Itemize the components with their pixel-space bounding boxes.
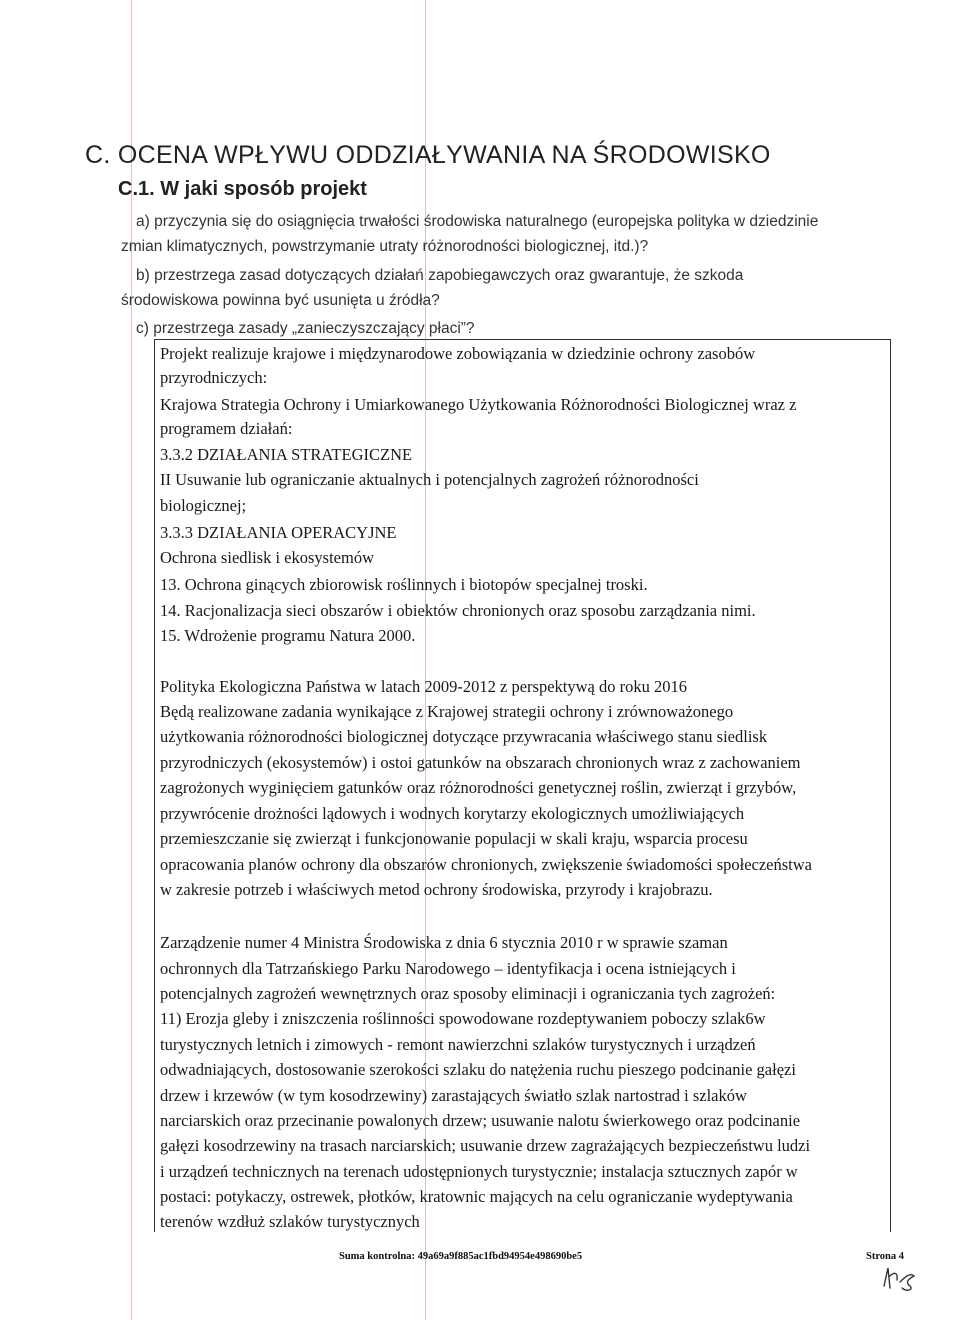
checksum: Suma kontrolna: 49a69a9f885ac1fbd94954e498690be5 bbox=[339, 1251, 583, 1262]
question-line: c) przestrzega zasady „zanieczyszczający płaci”? bbox=[136, 320, 475, 337]
answer-line: przywrócenie drożności lądowych i wodnych korytarzy ekologicznych umożliwiających bbox=[160, 804, 745, 823]
answer-line: ochronnych dla Tatrzańskiego Parku Narodowego – identyfikacja i ocena istniejących i bbox=[160, 959, 736, 978]
answer-line: opracowania planów ochrony dla obszarów chronionych, zwiększenie świadomości społeczeństwa bbox=[160, 855, 812, 874]
answer-line: Projekt realizuje krajowe i międzynarodowe zobowiązania w dziedzinie ochrony zasobów bbox=[160, 344, 756, 363]
answer-line: Ochrona siedlisk i ekosystemów bbox=[160, 548, 375, 567]
answer-line: postaci: potykaczy, ostrewek, płotków, kratownic mających na celu ograniczanie wydeptywania bbox=[160, 1187, 793, 1206]
answer-line: 14. Racjonalizacja sieci obszarów i obiektów chronionych oraz sposobu zarządzania nimi. bbox=[160, 601, 756, 620]
answer-line: 3.3.3 DZIAŁANIA OPERACYJNE bbox=[160, 523, 397, 542]
answer-line: terenów wzdłuż szlaków turystycznych bbox=[160, 1212, 420, 1231]
handwritten-initials-icon bbox=[880, 1264, 922, 1294]
answer-line: gałęzi kosodrzewiny na trasach narciarskich; usuwanie drzew zagrażających bezpieczeństwu ludzi bbox=[160, 1136, 811, 1155]
answer-line: drzew i krzewów (w tym kosodrzewiny) zarastających światło szlak nartostrad i szlaków bbox=[160, 1086, 747, 1105]
answer-line: Polityka Ekologiczna Państwa w latach 2009-2012 z perspektywą do roku 2016 bbox=[160, 677, 687, 696]
answer-line: 3.3.2 DZIAŁANIA STRATEGICZNE bbox=[160, 445, 413, 464]
answer-line: odwadniających, dostosowanie szerokości szlaku do natężenia ruchu pieszego podcinanie gałęzi bbox=[160, 1060, 796, 1079]
answer-line: 11) Erozja gleby i zniszczenia roślinności spowodowane rozdeptywaniem poboczy szlak6w bbox=[160, 1009, 766, 1028]
question-line: a) przyczynia się do osiągnięcia trwałości środowiska naturalnego (europejska polityka w dziedzinie bbox=[136, 213, 819, 230]
answer-line: Zarządzenie numer 4 Ministra Środowiska z dnia 6 stycznia 2010 r w sprawie szaman bbox=[160, 933, 728, 952]
answer-line: w zakresie potrzeb i właściwych metod ochrony środowiska, przyrody i krajobrazu. bbox=[160, 880, 713, 899]
answer-line: przyrodniczych: bbox=[160, 368, 268, 387]
answer-line: programem działań: bbox=[160, 419, 293, 438]
section-subheading: C.1. W jaki sposób projekt bbox=[118, 178, 367, 200]
question-line: b) przestrzega zasad dotyczących działań zapobiegawczych oraz gwarantuje, że szkoda bbox=[136, 267, 744, 284]
answer-line: 13. Ochrona ginących zbiorowisk roślinnych i biotopów specjalnej troski. bbox=[160, 575, 648, 594]
question-line: zmian klimatycznych, powstrzymanie utraty różnorodności biologicznej, itd.)? bbox=[121, 238, 649, 255]
answer-line: biologicznej; bbox=[160, 496, 247, 515]
answer-line: 15. Wdrożenie programu Natura 2000. bbox=[160, 626, 416, 645]
answer-line: II Usuwanie lub ograniczanie aktualnych i potencjalnych zagrożeń różnorodności bbox=[160, 470, 699, 489]
answer-line: i urządzeń technicznych na terenach udostępnionych turystycznie; instalacja sztucznych zapór w bbox=[160, 1162, 798, 1181]
page-number: Strona 4 bbox=[866, 1251, 905, 1262]
answer-line: użytkowania różnorodności biologicznej dotyczące przywracania właściwego stanu siedlisk bbox=[160, 727, 768, 746]
question-line: środowiskowa powinna być usunięta u źródła? bbox=[121, 292, 440, 309]
answer-line: zagrożonych wyginięciem gatunków oraz różnorodności genetycznej roślin, zwierząt i grzybów, bbox=[160, 778, 797, 797]
answer-line: potencjalnych zagrożeń wewnętrznych oraz sposoby eliminacji i ograniczania tych zagrożeń: bbox=[160, 984, 776, 1003]
answer-line: turystycznych letnich i zimowych - remont nawierzchni szlaków turystycznych i urządzeń bbox=[160, 1035, 756, 1054]
answer-line: narciarskich oraz przecinanie powalonych drzew; usuwanie nalotu świerkowego oraz podcinanie bbox=[160, 1111, 801, 1130]
answer-line: przyrodniczych (ekosystemów) i ostoi gatunków na obszarach chronionych wraz z zachowaniem bbox=[160, 753, 801, 772]
answer-line: Krajowa Strategia Ochrony i Umiarkowanego Użytkowania Różnorodności Biologicznej wraz z bbox=[160, 395, 797, 414]
answer-line: Będą realizowane zadania wynikające z Krajowej strategii ochrony i zrównoważonego bbox=[160, 702, 734, 721]
answer-line: przemieszczanie się zwierząt i funkcjonowanie populacji w skali kraju, wsparcia procesu bbox=[160, 829, 748, 848]
section-heading: C. OCENA WPŁYWU ODDZIAŁYWANIA NA ŚRODOWISKO bbox=[85, 141, 771, 169]
